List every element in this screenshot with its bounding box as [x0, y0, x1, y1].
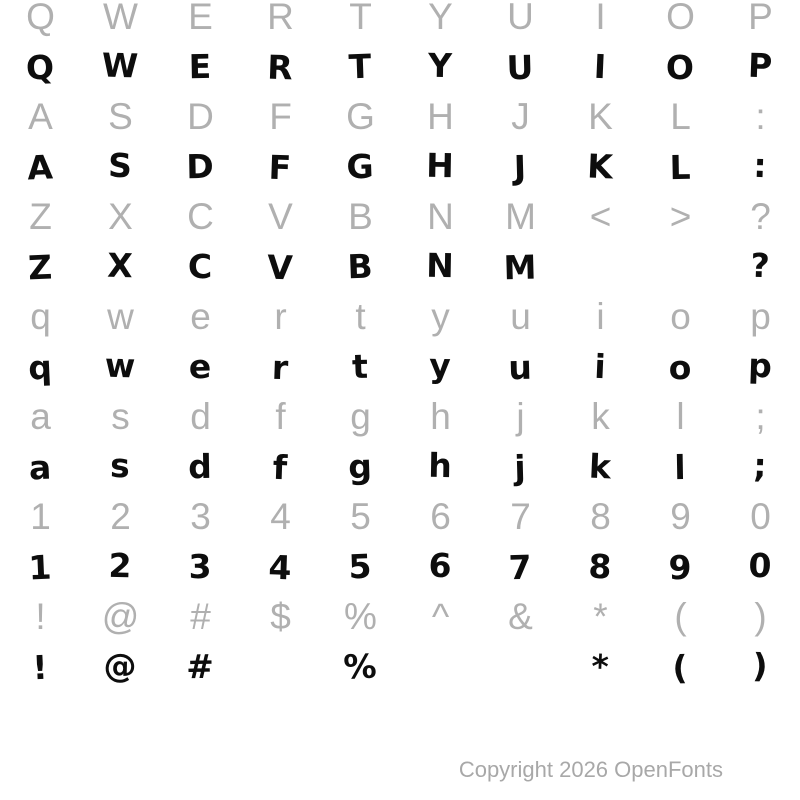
specimen-glyph-cell: 8 — [587, 546, 613, 587]
specimen-glyph-cell: o — [668, 347, 692, 388]
reference-glyph-cell: d — [190, 396, 210, 437]
specimen-glyph-cell: 1 — [27, 547, 53, 588]
specimen-glyph-cell: r — [271, 347, 289, 388]
reference-glyph-cell: ( — [674, 596, 686, 637]
specimen-glyph-cell: Q — [25, 47, 55, 88]
reference-glyph-cell: 0 — [750, 496, 770, 537]
specimen-glyph-cell: w — [104, 345, 136, 386]
reference-glyph-cell: 7 — [510, 496, 530, 537]
glyph-cell-empty — [640, 242, 720, 292]
reference-glyph-cell: o — [670, 296, 690, 337]
specimen-glyph-cell: # — [185, 646, 215, 687]
specimen-glyph-cell: K — [586, 146, 614, 187]
reference-glyph-cell: O — [666, 0, 694, 37]
specimen-glyph-cell: D — [185, 146, 215, 187]
reference-glyph-cell: ^ — [431, 596, 449, 637]
glyph-row-reference — [0, 492, 800, 542]
reference-glyph-cell: 6 — [430, 496, 450, 537]
reference-glyph-cell: ; — [755, 396, 765, 437]
reference-glyph-cell: t — [355, 296, 365, 337]
reference-glyph-cell: ) — [754, 596, 766, 637]
reference-glyph-cell: A — [28, 96, 52, 137]
reference-glyph-cell: y — [431, 296, 449, 337]
specimen-glyph-cell: F — [268, 147, 292, 188]
specimen-glyph-cell: G — [345, 146, 375, 187]
specimen-glyph-cell: H — [425, 145, 455, 186]
reference-glyph-cell: T — [349, 0, 371, 37]
reference-glyph-cell: 5 — [350, 496, 370, 537]
specimen-glyph-cell: R — [266, 47, 294, 88]
reference-glyph-cell: # — [190, 596, 210, 637]
glyph-cell-empty — [560, 242, 640, 292]
reference-glyph-cell: h — [430, 396, 450, 437]
specimen-glyph-cell: I — [593, 46, 608, 87]
specimen-glyph-cell: O — [665, 47, 695, 88]
specimen-glyph-cell: d — [187, 446, 213, 487]
reference-glyph-cell: ! — [35, 596, 45, 637]
reference-glyph-cell: F — [269, 96, 291, 137]
glyph-row-specimen — [0, 242, 800, 292]
reference-glyph-cell: D — [187, 96, 213, 137]
reference-glyph-cell: X — [108, 196, 132, 237]
reference-glyph-cell: q — [30, 296, 50, 337]
reference-glyph-cell: & — [508, 596, 532, 637]
reference-glyph-cell: 2 — [110, 496, 130, 537]
specimen-glyph-cell: g — [347, 446, 373, 487]
reference-glyph-cell: P — [748, 0, 772, 37]
glyph-cell-empty — [480, 642, 560, 692]
reference-glyph-cell: N — [427, 196, 453, 237]
reference-glyph-cell: e — [190, 296, 210, 337]
reference-glyph-cell: @ — [101, 596, 139, 637]
specimen-glyph-cell: 3 — [188, 546, 212, 587]
specimen-glyph-cell: 2 — [108, 545, 133, 586]
specimen-glyph-cell: 5 — [347, 546, 373, 587]
specimen-glyph-cell: P — [747, 45, 773, 86]
reference-glyph-cell: R — [267, 0, 293, 37]
reference-glyph-cell: V — [268, 196, 292, 237]
reference-glyph-cell: 8 — [590, 496, 610, 537]
reference-glyph-cell: W — [103, 0, 137, 37]
reference-glyph-cell: J — [511, 96, 529, 137]
glyph-row-specimen — [0, 542, 800, 592]
specimen-glyph-cell: ) — [751, 645, 769, 686]
specimen-glyph-cell: B — [346, 246, 374, 287]
glyph-row-reference — [0, 292, 800, 342]
specimen-glyph-cell: * — [590, 646, 610, 687]
specimen-glyph-cell: V — [266, 247, 294, 288]
copyright-text: Copyright 2026 OpenFonts — [458, 757, 723, 782]
glyph-row-reference — [0, 192, 800, 242]
reference-glyph-cell: $ — [270, 596, 290, 637]
reference-glyph-cell: < — [589, 196, 611, 237]
reference-glyph-cell: p — [750, 296, 770, 337]
specimen-glyph-cell: j — [513, 447, 527, 488]
glyph-row-reference — [0, 0, 800, 42]
reference-glyph-cell: K — [588, 96, 612, 137]
reference-glyph-cell: M — [505, 196, 535, 237]
specimen-glyph-cell: A — [26, 147, 54, 188]
reference-glyph-cell: E — [188, 0, 212, 37]
specimen-glyph-cell: k — [588, 446, 612, 487]
specimen-glyph-cell: N — [425, 245, 455, 286]
reference-glyph-cell: Y — [428, 0, 452, 37]
reference-glyph-cell: f — [275, 396, 285, 437]
specimen-glyph-cell: l — [674, 447, 687, 488]
specimen-glyph-cell: i — [593, 346, 607, 387]
specimen-glyph-cell: u — [507, 347, 533, 388]
specimen-glyph-cell: h — [427, 445, 453, 486]
reference-glyph-cell: 4 — [270, 496, 290, 537]
reference-glyph-cell: 9 — [670, 496, 690, 537]
reference-glyph-cell: % — [344, 596, 376, 637]
specimen-glyph-cell: % — [342, 646, 378, 687]
reference-glyph-cell: Q — [26, 0, 54, 37]
reference-glyph-cell: * — [593, 596, 607, 637]
reference-glyph-cell: g — [350, 396, 370, 437]
reference-glyph-cell: : — [755, 96, 765, 137]
glyph-row-reference — [0, 392, 800, 442]
specimen-glyph-cell: L — [669, 147, 691, 188]
specimen-glyph-cell: Z — [27, 247, 53, 288]
reference-glyph-cell: u — [510, 296, 530, 337]
reference-glyph-cell: Z — [29, 196, 51, 237]
specimen-glyph-cell: Y — [427, 45, 453, 86]
specimen-glyph-cell: W — [101, 45, 139, 86]
specimen-glyph-cell: a — [28, 447, 53, 488]
glyph-row-reference — [0, 592, 800, 642]
reference-glyph-cell: B — [348, 196, 372, 237]
reference-glyph-cell: l — [676, 396, 684, 437]
reference-glyph-cell: w — [107, 296, 133, 337]
reference-glyph-cell: 1 — [30, 496, 50, 537]
glyph-cell-empty — [400, 642, 480, 692]
specimen-glyph-cell: U — [506, 47, 534, 88]
reference-glyph-cell: S — [108, 96, 132, 137]
reference-glyph-cell: G — [346, 96, 374, 137]
specimen-glyph-cell: ( — [672, 647, 688, 688]
specimen-glyph-cell: 0 — [747, 545, 773, 586]
specimen-glyph-cell: e — [188, 346, 212, 387]
glyph-row-specimen — [0, 642, 800, 692]
specimen-glyph-cell: s — [109, 445, 131, 486]
reference-glyph-cell: a — [30, 396, 50, 437]
glyph-row-specimen — [0, 142, 800, 192]
specimen-glyph-cell: S — [107, 145, 133, 186]
reference-glyph-cell: C — [187, 196, 213, 237]
specimen-glyph-cell: E — [188, 46, 212, 87]
reference-glyph-cell: i — [596, 296, 604, 337]
specimen-glyph-cell: J — [513, 147, 527, 188]
specimen-glyph-cell: p — [747, 345, 773, 386]
specimen-glyph-cell: T — [348, 46, 372, 87]
specimen-glyph-cell: @ — [103, 645, 138, 686]
specimen-glyph-cell: 7 — [508, 547, 533, 588]
specimen-glyph-cell: q — [27, 347, 53, 388]
specimen-glyph-cell: X — [106, 245, 134, 286]
reference-glyph-cell: j — [516, 396, 524, 437]
reference-glyph-cell: U — [507, 0, 533, 37]
specimen-glyph-cell: 4 — [267, 547, 293, 588]
specimen-glyph-cell: 9 — [668, 547, 692, 588]
specimen-glyph-cell: ; — [752, 445, 768, 486]
reference-glyph-cell: r — [274, 296, 286, 337]
reference-glyph-cell: L — [670, 96, 690, 137]
specimen-glyph-cell: ? — [749, 245, 771, 286]
glyph-row-specimen — [0, 342, 800, 392]
glyph-row-specimen — [0, 42, 800, 92]
reference-glyph-cell: s — [111, 396, 129, 437]
glyph-row-reference — [0, 92, 800, 142]
reference-glyph-cell: 3 — [190, 496, 210, 537]
specimen-glyph-cell: y — [428, 345, 452, 386]
specimen-glyph-cell: t — [351, 346, 369, 387]
specimen-glyph-cell: ! — [31, 647, 49, 688]
glyph-row-specimen — [0, 442, 800, 492]
specimen-glyph-cell: f — [272, 447, 288, 488]
specimen-glyph-cell: 6 — [428, 545, 452, 586]
specimen-glyph-cell: C — [187, 246, 213, 287]
reference-glyph-cell: k — [591, 396, 609, 437]
reference-glyph-cell: H — [427, 96, 453, 137]
glyph-cell-empty — [240, 642, 320, 692]
specimen-glyph-cell: : — [752, 145, 768, 186]
reference-glyph-cell: ? — [750, 196, 770, 237]
reference-glyph-cell: I — [595, 0, 605, 37]
reference-glyph-cell: > — [669, 196, 691, 237]
specimen-glyph-cell: M — [503, 247, 537, 288]
